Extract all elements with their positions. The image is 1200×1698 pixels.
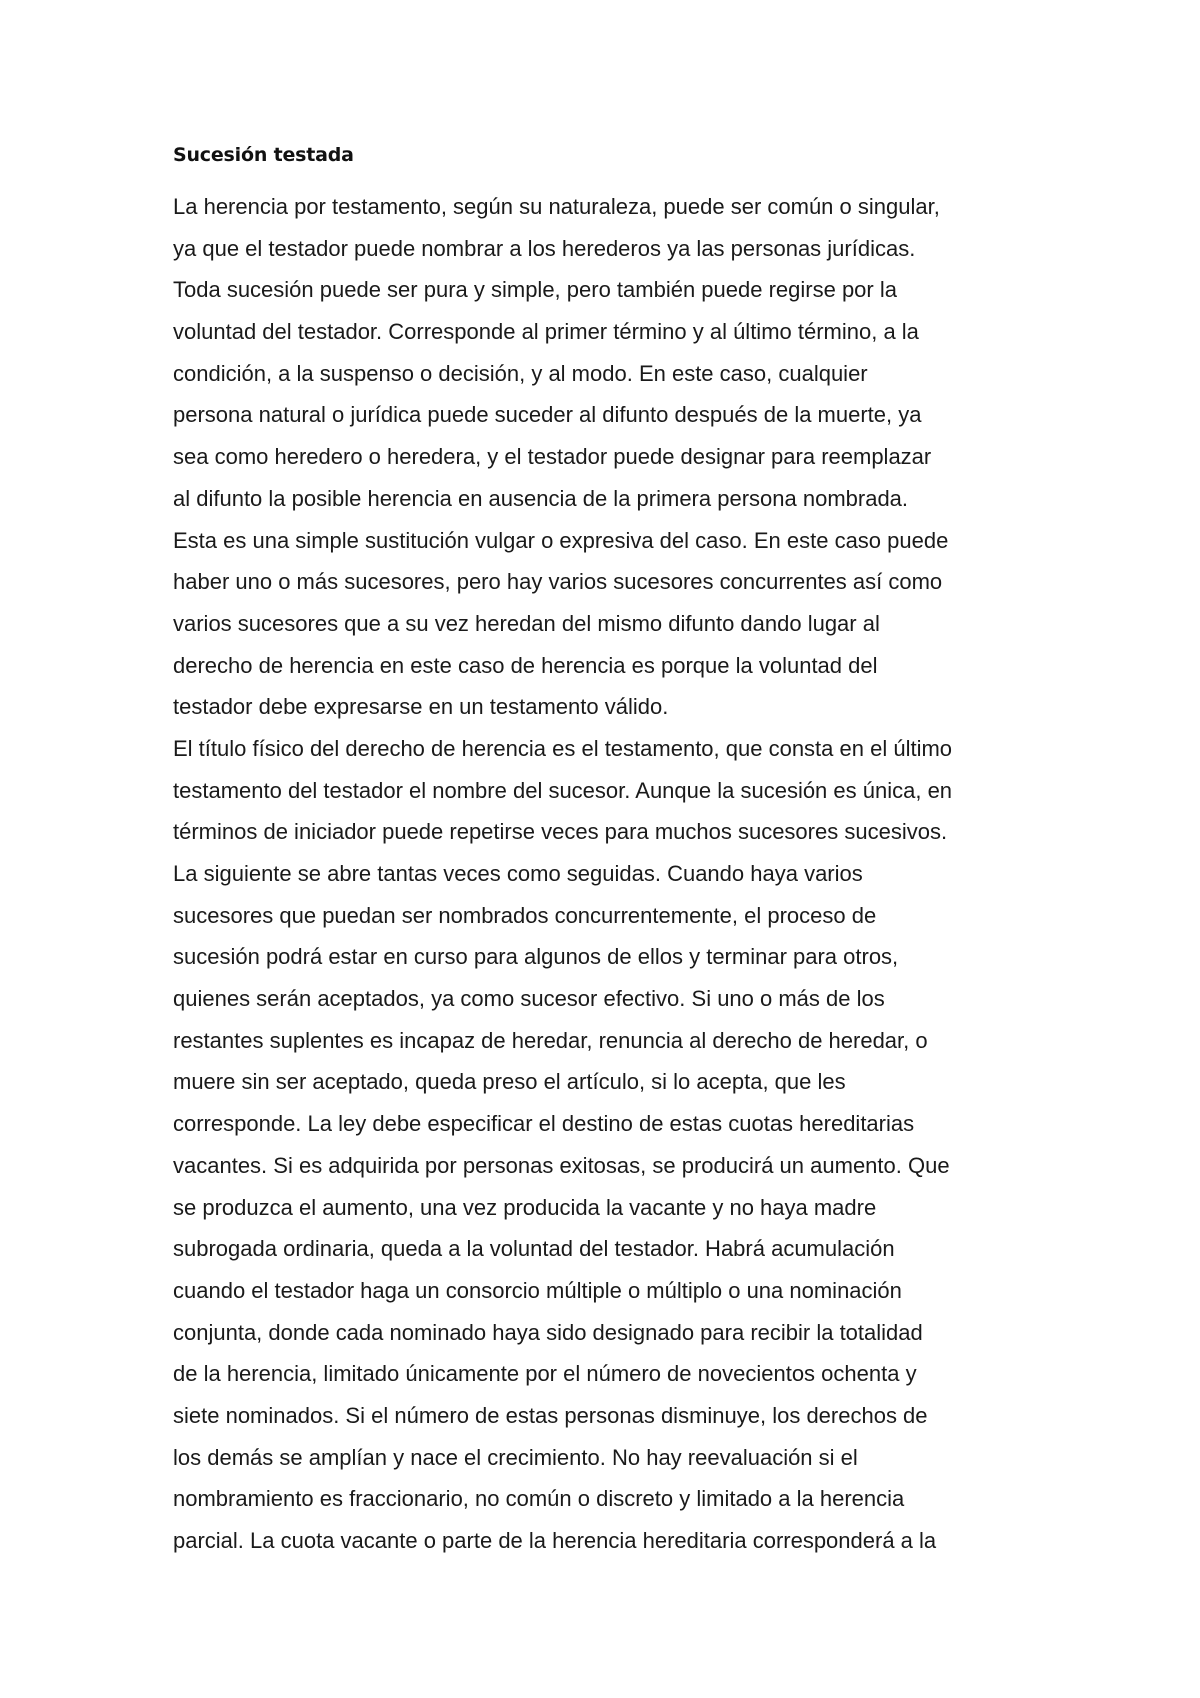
- text-line: vacantes. Si es adquirida por personas exitosas, se producirá un aumento. Que: [173, 1152, 950, 1178]
- text-line: restantes suplentes es incapaz de heredar, renuncia al derecho de heredar, o: [173, 1027, 928, 1053]
- text-line: El título físico del derecho de herencia es el testamento, que consta en el último: [173, 735, 953, 761]
- text-line: testamento del testador el nombre del sucesor. Aunque la sucesión es única, en: [173, 777, 953, 803]
- text-line: subrogada ordinaria, queda a la voluntad del testador. Habrá acumulación: [173, 1236, 895, 1262]
- text-line: términos de iniciador puede repetirse veces para muchos sucesores sucesivos.: [173, 819, 948, 845]
- document-title: Sucesión testada: [173, 144, 354, 166]
- text-line: varios sucesores que a su vez heredan del mismo difunto dando lugar al: [173, 610, 880, 636]
- text-line: conjunta, donde cada nominado haya sido designado para recibir la totalidad: [173, 1319, 923, 1345]
- text-line: parcial. La cuota vacante o parte de la herencia hereditaria corresponderá a la: [173, 1528, 937, 1553]
- text-line: La siguiente se abre tantas veces como seguidas. Cuando haya varios: [173, 861, 863, 886]
- text-line: haber uno o más sucesores, pero hay varios sucesores concurrentes así como: [173, 569, 943, 595]
- text-line: persona natural o jurídica puede suceder al difunto después de la muerte, ya: [173, 402, 922, 428]
- text-line: los demás se amplían y nace el crecimiento. No hay reevaluación si el: [173, 1444, 858, 1470]
- text-line: muere sin ser aceptado, queda preso el artículo, si lo acepta, que les: [173, 1069, 846, 1095]
- text-line: Toda sucesión puede ser pura y simple, pero también puede regirse por la: [173, 277, 897, 303]
- text-line: cuando el testador haga un consorcio múltiple o múltiplo o una nominación: [173, 1277, 902, 1303]
- text-line: sucesores que puedan ser nombrados concurrentemente, el proceso de: [173, 902, 877, 928]
- text-line: La herencia por testamento, según su naturaleza, puede ser común o singular,: [173, 194, 940, 219]
- text-line: condición, a la suspenso o decisión, y al modo. En este caso, cualquier: [173, 360, 868, 386]
- text-line: sea como heredero o heredera, y el testador puede designar para reemplazar: [173, 444, 932, 470]
- text-line: corresponde. La ley debe especificar el destino de estas cuotas hereditarias: [173, 1111, 915, 1137]
- text-line: quienes serán aceptados, ya como sucesor efectivo. Si uno o más de los: [173, 986, 885, 1012]
- text-line: de la herencia, limitado únicamente por el número de novecientos ochenta y: [173, 1361, 917, 1387]
- text-line: ya que el testador puede nombrar a los herederos ya las personas jurídicas.: [173, 235, 916, 261]
- text-line: se produzca el aumento, una vez producida la vacante y no haya madre: [173, 1194, 877, 1220]
- text-line: derecho de herencia en este caso de herencia es porque la voluntad del: [173, 652, 878, 678]
- text-line: voluntad del testador. Corresponde al primer término y al último término, a la: [173, 319, 919, 345]
- text-line: Esta es una simple sustitución vulgar o expresiva del caso. En este caso puede: [173, 527, 949, 553]
- document-body: [173, 186, 1053, 1562]
- text-line: testador debe expresarse en un testamento válido.: [173, 694, 669, 720]
- text-line: sucesión podrá estar en curso para algunos de ellos y terminar para otros,: [173, 944, 899, 970]
- text-line: nombramiento es fraccionario, no común o discreto y limitado a la herencia: [173, 1486, 905, 1512]
- text-line: al difunto la posible herencia en ausencia de la primera persona nombrada.: [173, 485, 909, 511]
- text-line: siete nominados. Si el número de estas personas disminuye, los derechos de: [173, 1402, 928, 1428]
